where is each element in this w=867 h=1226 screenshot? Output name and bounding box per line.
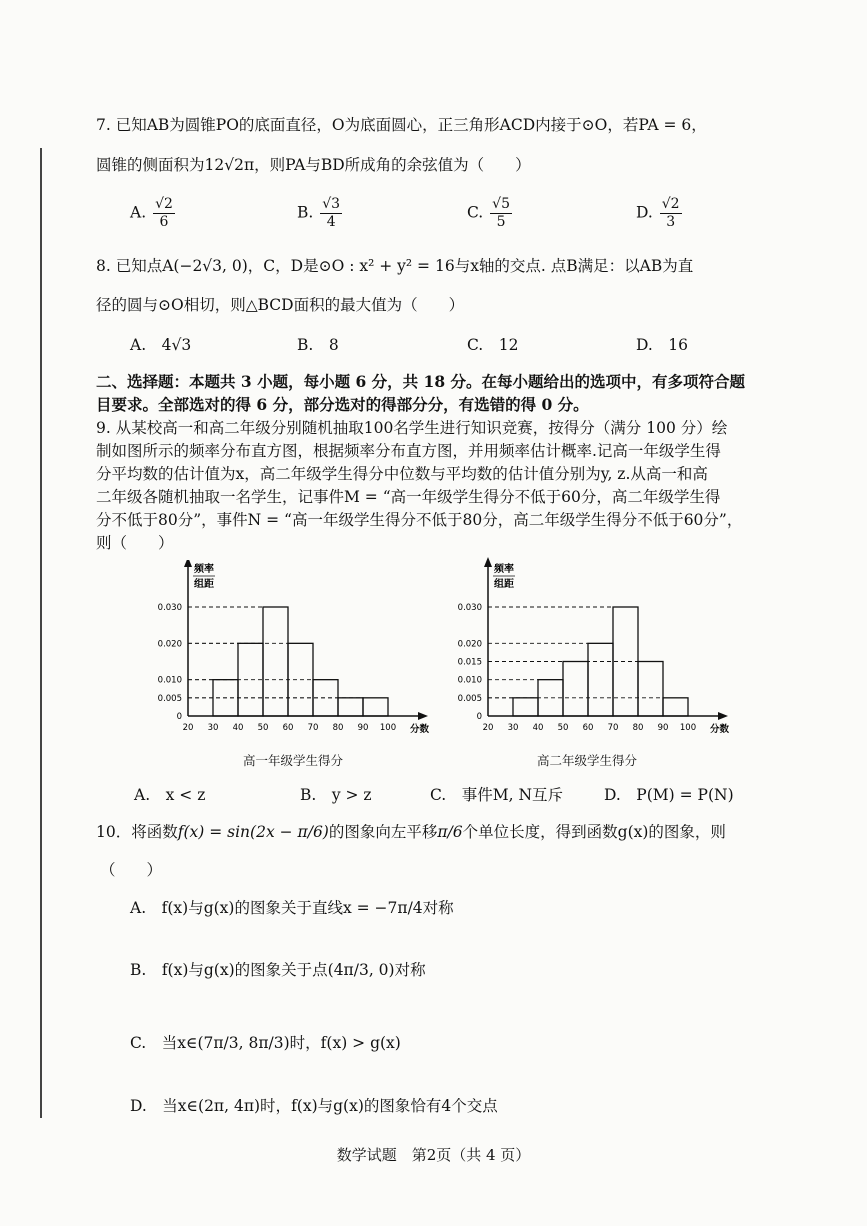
q8-option-b[interactable]: B. 8 — [297, 336, 339, 354]
grade10-xtick-label: 60 — [282, 723, 294, 733]
q10-stem-line1: 10．将函数f(x) = sin(2x − π/6)的图象向左平移π/6个单位长度，得到函数g(x)的图象，则 — [96, 823, 726, 841]
grade10-ylabel-top: 频率 — [194, 564, 214, 575]
page-footer: 数学试题 第2页（共 4 页） — [336, 1146, 531, 1164]
grade11-bar — [588, 643, 613, 716]
q9-stem-line6: 则（ ） — [96, 534, 174, 552]
grade10-xtick-label: 40 — [232, 723, 244, 733]
grade10-xtick-label: 50 — [257, 723, 269, 733]
q9-stem-line3: 分平均数的估计值为x，高二年级学生得分中位数与平均数的估计值分别为y, z.从高一和高 — [96, 465, 708, 483]
grade11-xtick-label: 20 — [482, 723, 494, 733]
grade11-xtick-label: 100 — [679, 723, 697, 733]
grade10-bar — [263, 607, 288, 716]
grade10-xtick-label: 20 — [182, 723, 194, 733]
grade11-ylabel-bottom: 组距 — [494, 579, 514, 590]
grade11-xtick-label: 60 — [582, 723, 594, 733]
grade11-ytick-label: 0 — [476, 712, 482, 722]
grade10-ylabel-bottom: 组距 — [194, 579, 214, 590]
q10-option-c[interactable]: C. 当x∈(7π/3, 8π/3)时，f(x) > g(x) — [130, 1034, 401, 1052]
q8-option-a[interactable]: A. 4√3 — [130, 336, 192, 354]
histogram-grade11-caption: 高二年级学生得分 — [537, 753, 638, 768]
grade10-xtick-label: 100 — [379, 723, 397, 733]
grade10-y-axis-arrow — [184, 560, 192, 567]
grade10-ytick-label: 0.020 — [157, 639, 182, 650]
binding-margin-line — [40, 148, 42, 1118]
q10-function-expr: f(x) = sin(2x − π/6) — [177, 823, 329, 841]
grade10-bar — [363, 698, 388, 716]
grade10-bar — [338, 698, 363, 716]
q7-option-b[interactable]: B. $\frac{√3}{4}$ — [297, 196, 341, 230]
grade11-xtick-label: 80 — [632, 723, 644, 733]
grade10-ytick-label: 0.010 — [157, 675, 182, 686]
grade10-xtick-label: 70 — [307, 723, 319, 733]
histogram-grade10 — [150, 560, 440, 745]
histogram-grade10-caption: 高一年级学生得分 — [243, 753, 344, 768]
q7-option-d[interactable]: D. $\frac{√2}{3}$ — [636, 196, 680, 230]
grade11-xtick-label: 50 — [557, 723, 569, 733]
q7-option-b-fraction: $\frac{√3}{4}$ — [322, 196, 341, 230]
grade11-ytick-label: 0.005 — [457, 693, 482, 704]
grade11-ylabel-top: 频率 — [494, 564, 514, 575]
q10-option-a[interactable]: A. f(x)与g(x)的图象关于直线x = −7π/4对称 — [130, 899, 454, 917]
q7-option-d-fraction: $\frac{√2}{3}$ — [661, 196, 680, 230]
q9-stem-line1: 9. 从某校高一和高二年级分别随机抽取100名学生进行知识竞赛，按得分（满分 100 分）绘 — [96, 419, 728, 437]
q9-stem-line4: 二年级各随机抽取一名学生，记事件M = “高一年级学生得分不低于60分，高二年级学生得 — [96, 488, 721, 506]
section2-heading-line1: 二、选择题：本题共 3 小题，每小题 6 分，共 18 分。在每小题给出的选项中，有多项符合题 — [96, 372, 746, 391]
grade10-xtick-label: 30 — [207, 723, 219, 733]
grade11-bar — [563, 662, 588, 717]
grade11-ytick-label: 0.010 — [457, 675, 482, 686]
q8-stem-line1: 8. 已知点A(−2√3, 0)，C，D是⊙O : x² + y² = 16与x轴的交点. 点B满足：以AB为直 — [96, 257, 694, 275]
grade11-xtick-label: 70 — [607, 723, 619, 733]
q8-option-d[interactable]: D. 16 — [636, 336, 689, 354]
q9-stem-line2: 制如图所示的频率分布直方图，根据频率分布直方图，并用频率估计概率.记高一年级学生得 — [96, 442, 721, 460]
grade11-xtick-label: 90 — [657, 723, 669, 733]
section2-heading-line2: 目要求。全部选对的得 6 分，部分选对的得部分分，有选错的得 0 分。 — [96, 395, 589, 414]
q8-option-c[interactable]: C. 12 — [467, 336, 519, 354]
grade10-xlabel: 分数 — [410, 724, 430, 735]
q9-option-a[interactable]: A. x < z — [134, 786, 206, 804]
q7-option-c-fraction: $\frac{√5}{5}$ — [492, 196, 510, 230]
q7-option-a[interactable]: A. $\frac{√2}{6}$ — [130, 196, 173, 230]
grade11-xtick-label: 30 — [507, 723, 519, 733]
grade10-xtick-label: 80 — [332, 723, 344, 733]
q9-option-b[interactable]: B. y > z — [300, 786, 372, 804]
q7-stem-line2: 圆锥的侧面积为12√2π，则PA与BD所成角的余弦值为（ ） — [96, 156, 531, 174]
grade11-bar — [638, 662, 663, 717]
grade10-ytick-label: 0 — [176, 712, 182, 722]
grade11-xlabel: 分数 — [710, 724, 730, 735]
grade11-ytick-label: 0.020 — [457, 639, 482, 650]
q10-stem-line2: （ ） — [100, 861, 163, 879]
q9-option-d[interactable]: D. P(M) = P(N) — [604, 786, 734, 804]
q9-stem-line5: 分不低于80分”，事件N = “高一年级学生得分不低于80分，高二年级学生得分不低于60分”， — [96, 511, 743, 529]
grade11-ytick-label: 0.030 — [457, 603, 482, 613]
grade11-bar — [663, 698, 688, 716]
grade10-ytick-label: 0.005 — [157, 693, 182, 704]
grade11-x-axis-arrow — [718, 712, 728, 720]
grade11-xtick-label: 40 — [532, 723, 544, 733]
q7-stem-line1: 7. 已知AB为圆锥PO的底面直径，O为底面圆心，正三角形ACD内接于⊙O，若PA = 6， — [96, 116, 707, 134]
q9-option-c[interactable]: C. 事件M, N互斥 — [430, 786, 564, 804]
q8-stem-line2: 径的圆与⊙O相切，则△BCD面积的最大值为（ ） — [96, 296, 465, 314]
grade10-xtick-label: 90 — [357, 723, 369, 733]
grade10-ytick-label: 0.030 — [157, 603, 182, 613]
q7-option-c[interactable]: C. $\frac{√5}{5}$ — [467, 196, 510, 230]
histogram-grade11 — [450, 550, 740, 745]
q10-shift-amount: π/6 — [437, 823, 463, 841]
grade11-y-axis-arrow — [484, 557, 492, 567]
grade11-ytick-label: 0.015 — [457, 657, 482, 668]
q10-option-b[interactable]: B. f(x)与g(x)的图象关于点(4π/3, 0)对称 — [130, 961, 426, 979]
q10-option-d[interactable]: D. 当x∈(2π, 4π)时，f(x)与g(x)的图象恰有4个交点 — [130, 1097, 498, 1115]
grade11-bar — [513, 698, 538, 716]
grade10-x-axis-arrow — [418, 712, 428, 720]
q7-option-a-fraction: $\frac{√2}{6}$ — [155, 196, 173, 230]
